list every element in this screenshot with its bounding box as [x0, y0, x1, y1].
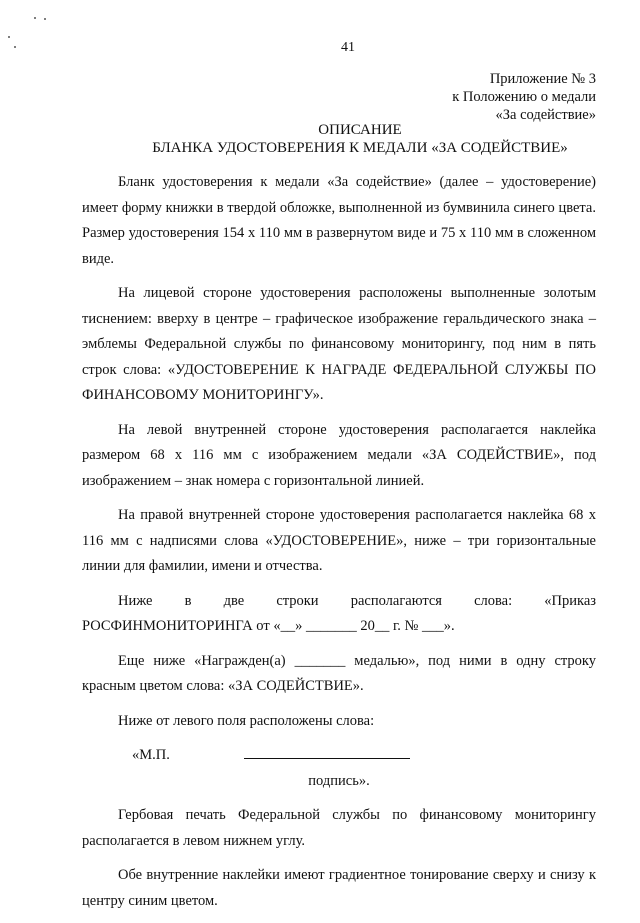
- p5-word: Ниже: [118, 592, 153, 609]
- signature-line: [244, 746, 410, 759]
- document-body: [82, 170, 596, 923]
- document-subtitle: БЛАНКА УДОСТОВЕРЕНИЯ К МЕДАЛИ «ЗА СОДЕЙСТВИЕ»: [152, 140, 568, 156]
- paragraph-8: Гербовая печать Федеральной службы по финансовому мониторингу располагается в левом нижнем углу.: [82, 807, 596, 849]
- paragraph-6: Еще ниже «Награжден(а) _______ медалью», под ними в одну строку красным цветом слова: «ЗА СОДЕЙСТВИЕ».: [82, 652, 596, 694]
- appendix-header: [452, 70, 596, 124]
- stamp-label-text: «М.П.: [132, 747, 170, 763]
- paragraph-5: [82, 589, 596, 640]
- stamp-label: [82, 743, 170, 769]
- p5-word: располагаются: [350, 592, 442, 609]
- paragraph-4: На правой внутренней стороне удостоверения располагается наклейка 68 х 116 мм с надписями слова «УДОСТОВЕРЕНИЕ», ниже – три горизонтальные линии для фамилии, имени и отчества.: [82, 507, 596, 574]
- appendix-line-3: «За содействие»: [495, 107, 596, 123]
- p5-word: в: [184, 592, 192, 609]
- p5-word: строки: [276, 592, 319, 609]
- paragraph-9: Обе внутренние наклейки имеют градиентное тонирование сверху и снизу к центру синим цветом.: [82, 867, 596, 909]
- stamp-signature-block: [82, 743, 596, 769]
- paragraph-7: Ниже от левого поля расположены слова:: [118, 712, 375, 729]
- p5-word: две: [223, 592, 245, 609]
- page-number: 41: [341, 40, 355, 55]
- paragraph-3: На левой внутренней стороне удостоверения располагается наклейка размером 68 х 116 мм с изображением медали «ЗА СОДЕЙСТВИЕ», под изображением – знак номера с горизонтальной линией.: [82, 421, 596, 489]
- paragraph-1: Бланк удостоверения к медали «За содействие» (далее – удостоверение) имеет форму книжки в твердой обложке, выполненной из бумвинила синего цвета. Размер удостоверения 154 х 110 мм в развернутом виде и 75 х 110 мм в сложенном виде.: [82, 174, 596, 267]
- paragraph-2: На лицевой стороне удостоверения расположены выполненные золотым тиснением: вверху в центре – графическое изображение геральдического знака – эмблемы Федеральной службы по финансовому мониторингу, под ним в пять строк слова: «УДОСТОВЕРЕНИЕ К НАГРАДЕ ФЕДЕРАЛЬНОЙ СЛУЖБЫ ПО ФИНАНСОВОМУ МОНИТОРИНГУ».: [82, 285, 596, 403]
- appendix-line-1: Приложение № 3: [489, 71, 596, 87]
- document-title: ОПИСАНИЕ: [318, 122, 402, 138]
- paragraph-5-line-1: [82, 589, 596, 615]
- signature-label: подпись».: [308, 772, 370, 789]
- appendix-line-2: к Положению о медали: [452, 89, 596, 105]
- paragraph-5-line-2: РОСФИНМОНИТОРИНГА от «__» _______ 20__ г. № ___».: [82, 618, 455, 634]
- p5-word: слова:: [474, 592, 513, 609]
- p5-word: «Приказ: [544, 592, 596, 609]
